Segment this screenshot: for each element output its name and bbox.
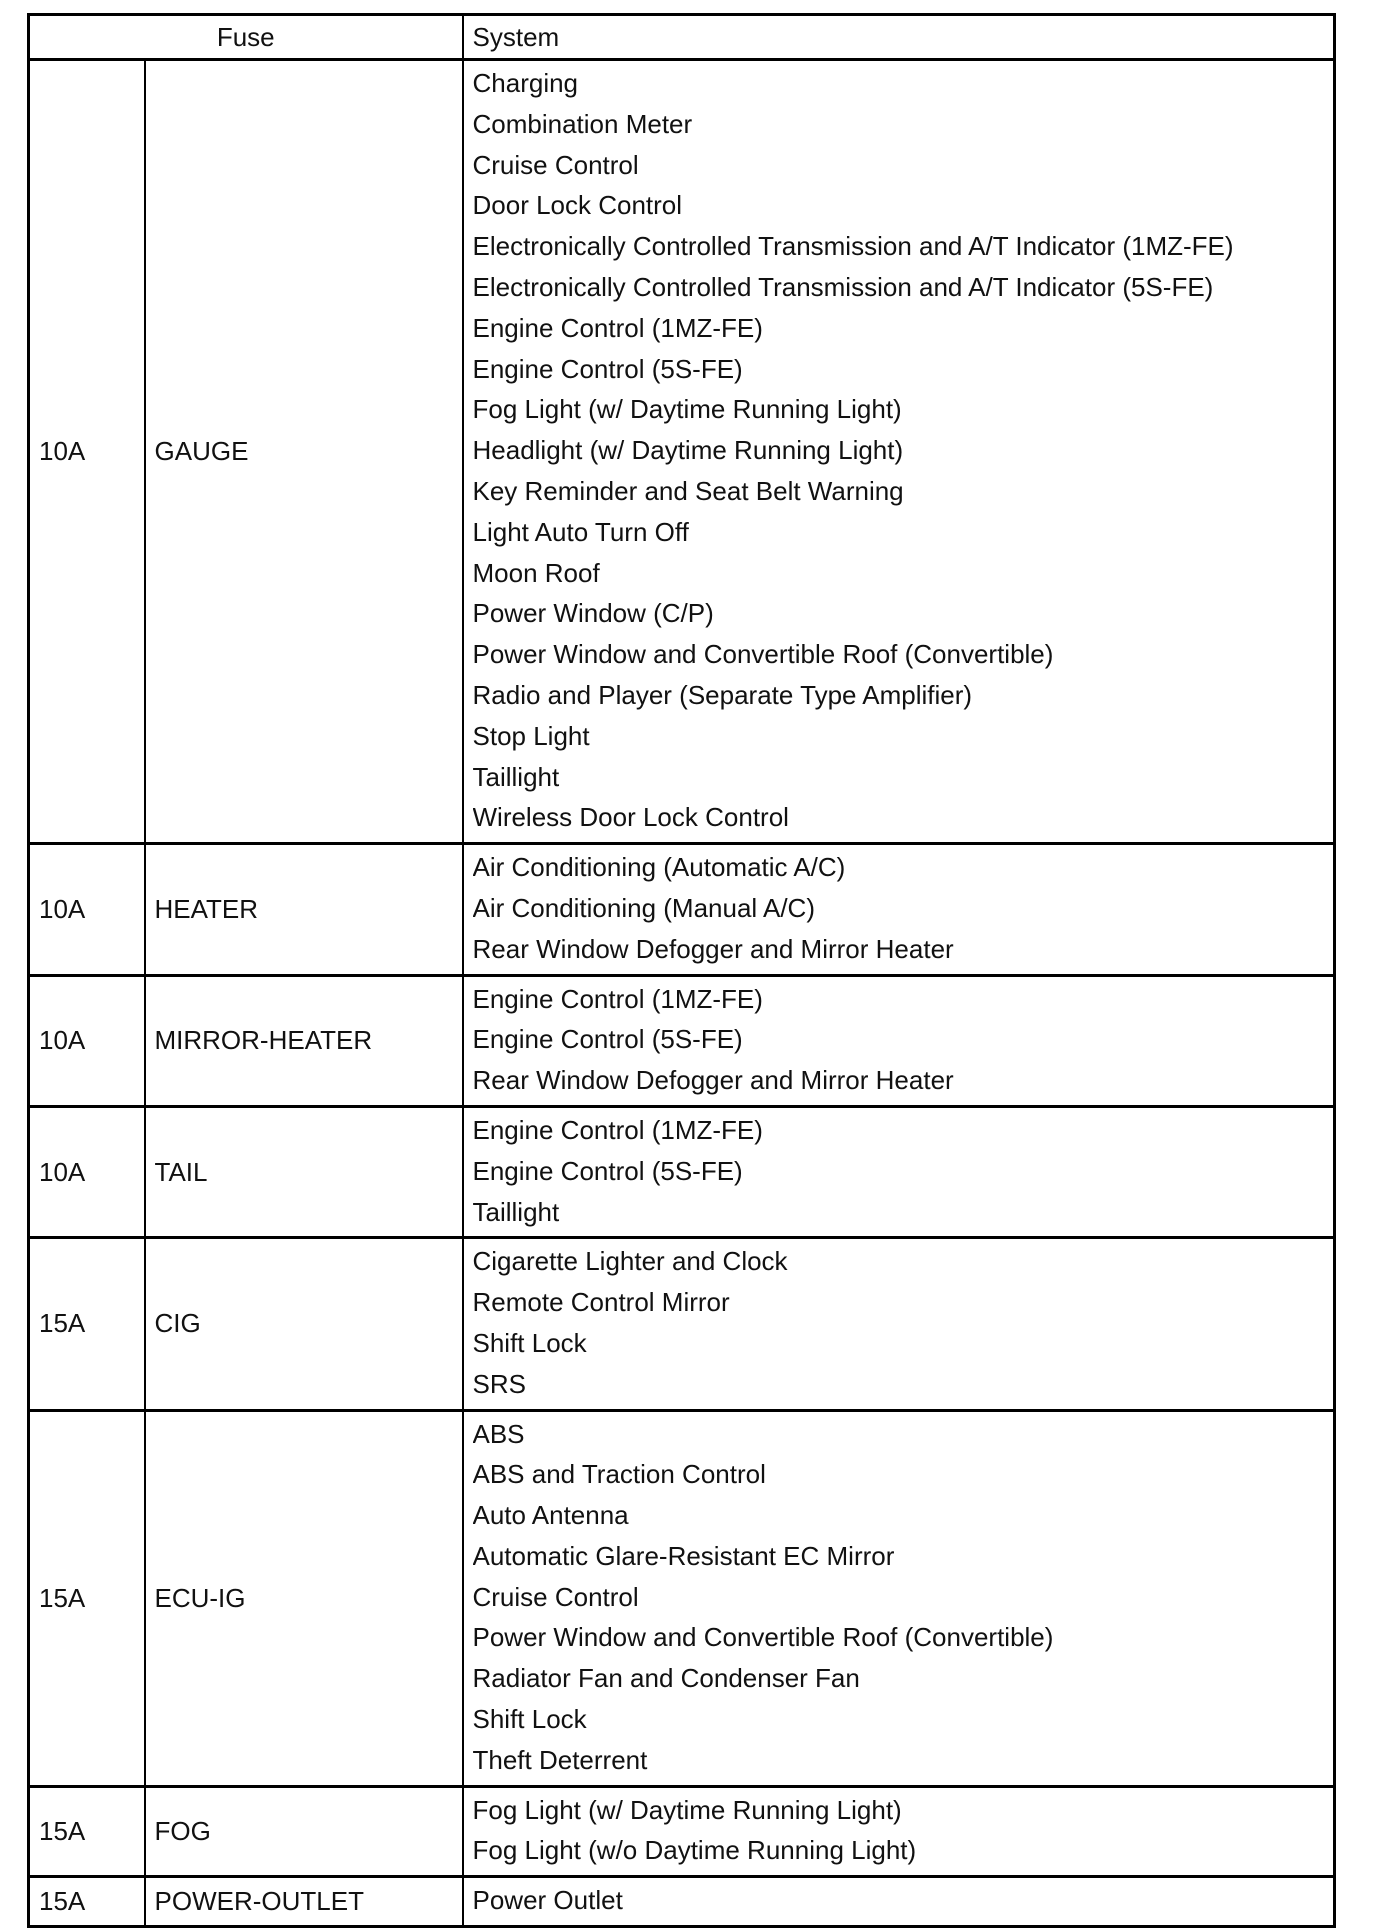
system-item: Power Window and Convertible Roof (Convertible) bbox=[472, 1622, 1054, 1653]
system-item: Air Conditioning (Automatic A/C) bbox=[472, 852, 846, 883]
fuse-name: TAIL bbox=[145, 1106, 463, 1237]
system-item: Stop Light bbox=[472, 720, 590, 751]
fuse-amperage: 10A bbox=[29, 60, 145, 844]
system-item: Engine Control (5S-FE) bbox=[472, 1024, 743, 1055]
system-list bbox=[463, 844, 1335, 975]
system-list bbox=[463, 975, 1335, 1106]
fuse-name: ECU-IG bbox=[145, 1410, 463, 1786]
system-item: Engine Control (1MZ-FE) bbox=[472, 1114, 763, 1145]
fuse-amperage: 10A bbox=[29, 844, 145, 975]
system-list bbox=[463, 1410, 1335, 1786]
fuse-amperage: 15A bbox=[29, 1410, 145, 1786]
fuse-name: CIG bbox=[145, 1238, 463, 1410]
system-item: Cigarette Lighter and Clock bbox=[472, 1246, 788, 1277]
system-item: Moon Roof bbox=[472, 557, 600, 588]
fuse-column-header: Fuse bbox=[29, 15, 463, 60]
system-item: Charging bbox=[472, 68, 579, 98]
fuse-row bbox=[29, 844, 1335, 975]
fuse-row bbox=[29, 60, 1335, 844]
fuse-amperage: 15A bbox=[29, 1786, 145, 1877]
system-list bbox=[463, 60, 1335, 844]
fuse-amperage: 15A bbox=[29, 1238, 145, 1410]
system-list bbox=[463, 1238, 1335, 1410]
system-item: Theft Deterrent bbox=[472, 1744, 648, 1775]
system-item: ABS and Traction Control bbox=[472, 1459, 766, 1490]
system-list bbox=[463, 1786, 1335, 1877]
system-item: Door Lock Control bbox=[472, 190, 683, 221]
system-item: Power Window and Convertible Roof (Convertible) bbox=[472, 639, 1054, 670]
system-item: Combination Meter bbox=[472, 108, 693, 139]
fuse-row bbox=[29, 975, 1335, 1106]
system-item: Cruise Control bbox=[472, 149, 639, 180]
system-item: Electronically Controlled Transmission and A/T Indicator (1MZ-FE) bbox=[472, 231, 1234, 262]
header-row bbox=[29, 15, 1335, 60]
system-item: Engine Control (5S-FE) bbox=[472, 1155, 743, 1186]
fuse-table-body bbox=[29, 60, 1335, 1927]
system-item: Engine Control (5S-FE) bbox=[472, 353, 743, 384]
fuse-table bbox=[27, 13, 1336, 1928]
system-item: Remote Control Mirror bbox=[472, 1287, 730, 1318]
system-item: Radiator Fan and Condenser Fan bbox=[472, 1663, 860, 1694]
fuse-name: MIRROR-HEATER bbox=[145, 975, 463, 1106]
fuse-amperage: 15A bbox=[29, 1877, 145, 1927]
system-item: Taillight bbox=[472, 761, 560, 792]
system-item: Light Auto Turn Off bbox=[472, 516, 689, 547]
system-item: ABS bbox=[472, 1418, 525, 1449]
system-item: Radio and Player (Separate Type Amplifier) bbox=[472, 679, 973, 710]
fuse-name: HEATER bbox=[145, 844, 463, 975]
fuse-name: FOG bbox=[145, 1786, 463, 1877]
system-list bbox=[463, 1106, 1335, 1237]
system-item: SRS bbox=[472, 1368, 526, 1399]
fuse-row bbox=[29, 1106, 1335, 1237]
system-column-header: System bbox=[463, 15, 1335, 60]
system-item: Cruise Control bbox=[472, 1581, 639, 1612]
system-item: Rear Window Defogger and Mirror Heater bbox=[472, 933, 954, 964]
system-item: Shift Lock bbox=[472, 1704, 587, 1735]
fuse-name: POWER-OUTLET bbox=[145, 1877, 463, 1927]
system-item: Fog Light (w/ Daytime Running Light) bbox=[472, 1794, 902, 1825]
fuse-amperage: 10A bbox=[29, 975, 145, 1106]
fuse-amperage: 10A bbox=[29, 1106, 145, 1237]
system-item: Fog Light (w/ Daytime Running Light) bbox=[472, 394, 902, 425]
system-list bbox=[463, 1877, 1335, 1927]
system-item: Engine Control (1MZ-FE) bbox=[472, 983, 763, 1014]
fuse-row bbox=[29, 1238, 1335, 1410]
system-item: Headlight (w/ Daytime Running Light) bbox=[472, 435, 904, 466]
system-item: Rear Window Defogger and Mirror Heater bbox=[472, 1065, 954, 1096]
fuse-row bbox=[29, 1410, 1335, 1786]
system-item: Taillight bbox=[472, 1196, 560, 1227]
system-item: Electronically Controlled Transmission and A/T Indicator (5S-FE) bbox=[472, 271, 1214, 302]
system-item: Wireless Door Lock Control bbox=[472, 802, 789, 833]
system-item: Engine Control (1MZ-FE) bbox=[472, 312, 763, 343]
fuse-row bbox=[29, 1786, 1335, 1877]
system-item: Power Window (C/P) bbox=[472, 598, 714, 629]
system-item: Key Reminder and Seat Belt Warning bbox=[472, 475, 904, 506]
system-item: Fog Light (w/o Daytime Running Light) bbox=[472, 1835, 917, 1866]
system-item: Air Conditioning (Manual A/C) bbox=[472, 892, 815, 923]
system-item: Power Outlet bbox=[472, 1885, 623, 1916]
system-item: Auto Antenna bbox=[472, 1500, 629, 1531]
fuse-row bbox=[29, 1877, 1335, 1927]
fuse-name: GAUGE bbox=[145, 60, 463, 844]
system-item: Automatic Glare-Resistant EC Mirror bbox=[472, 1540, 895, 1571]
system-item: Shift Lock bbox=[472, 1327, 587, 1358]
